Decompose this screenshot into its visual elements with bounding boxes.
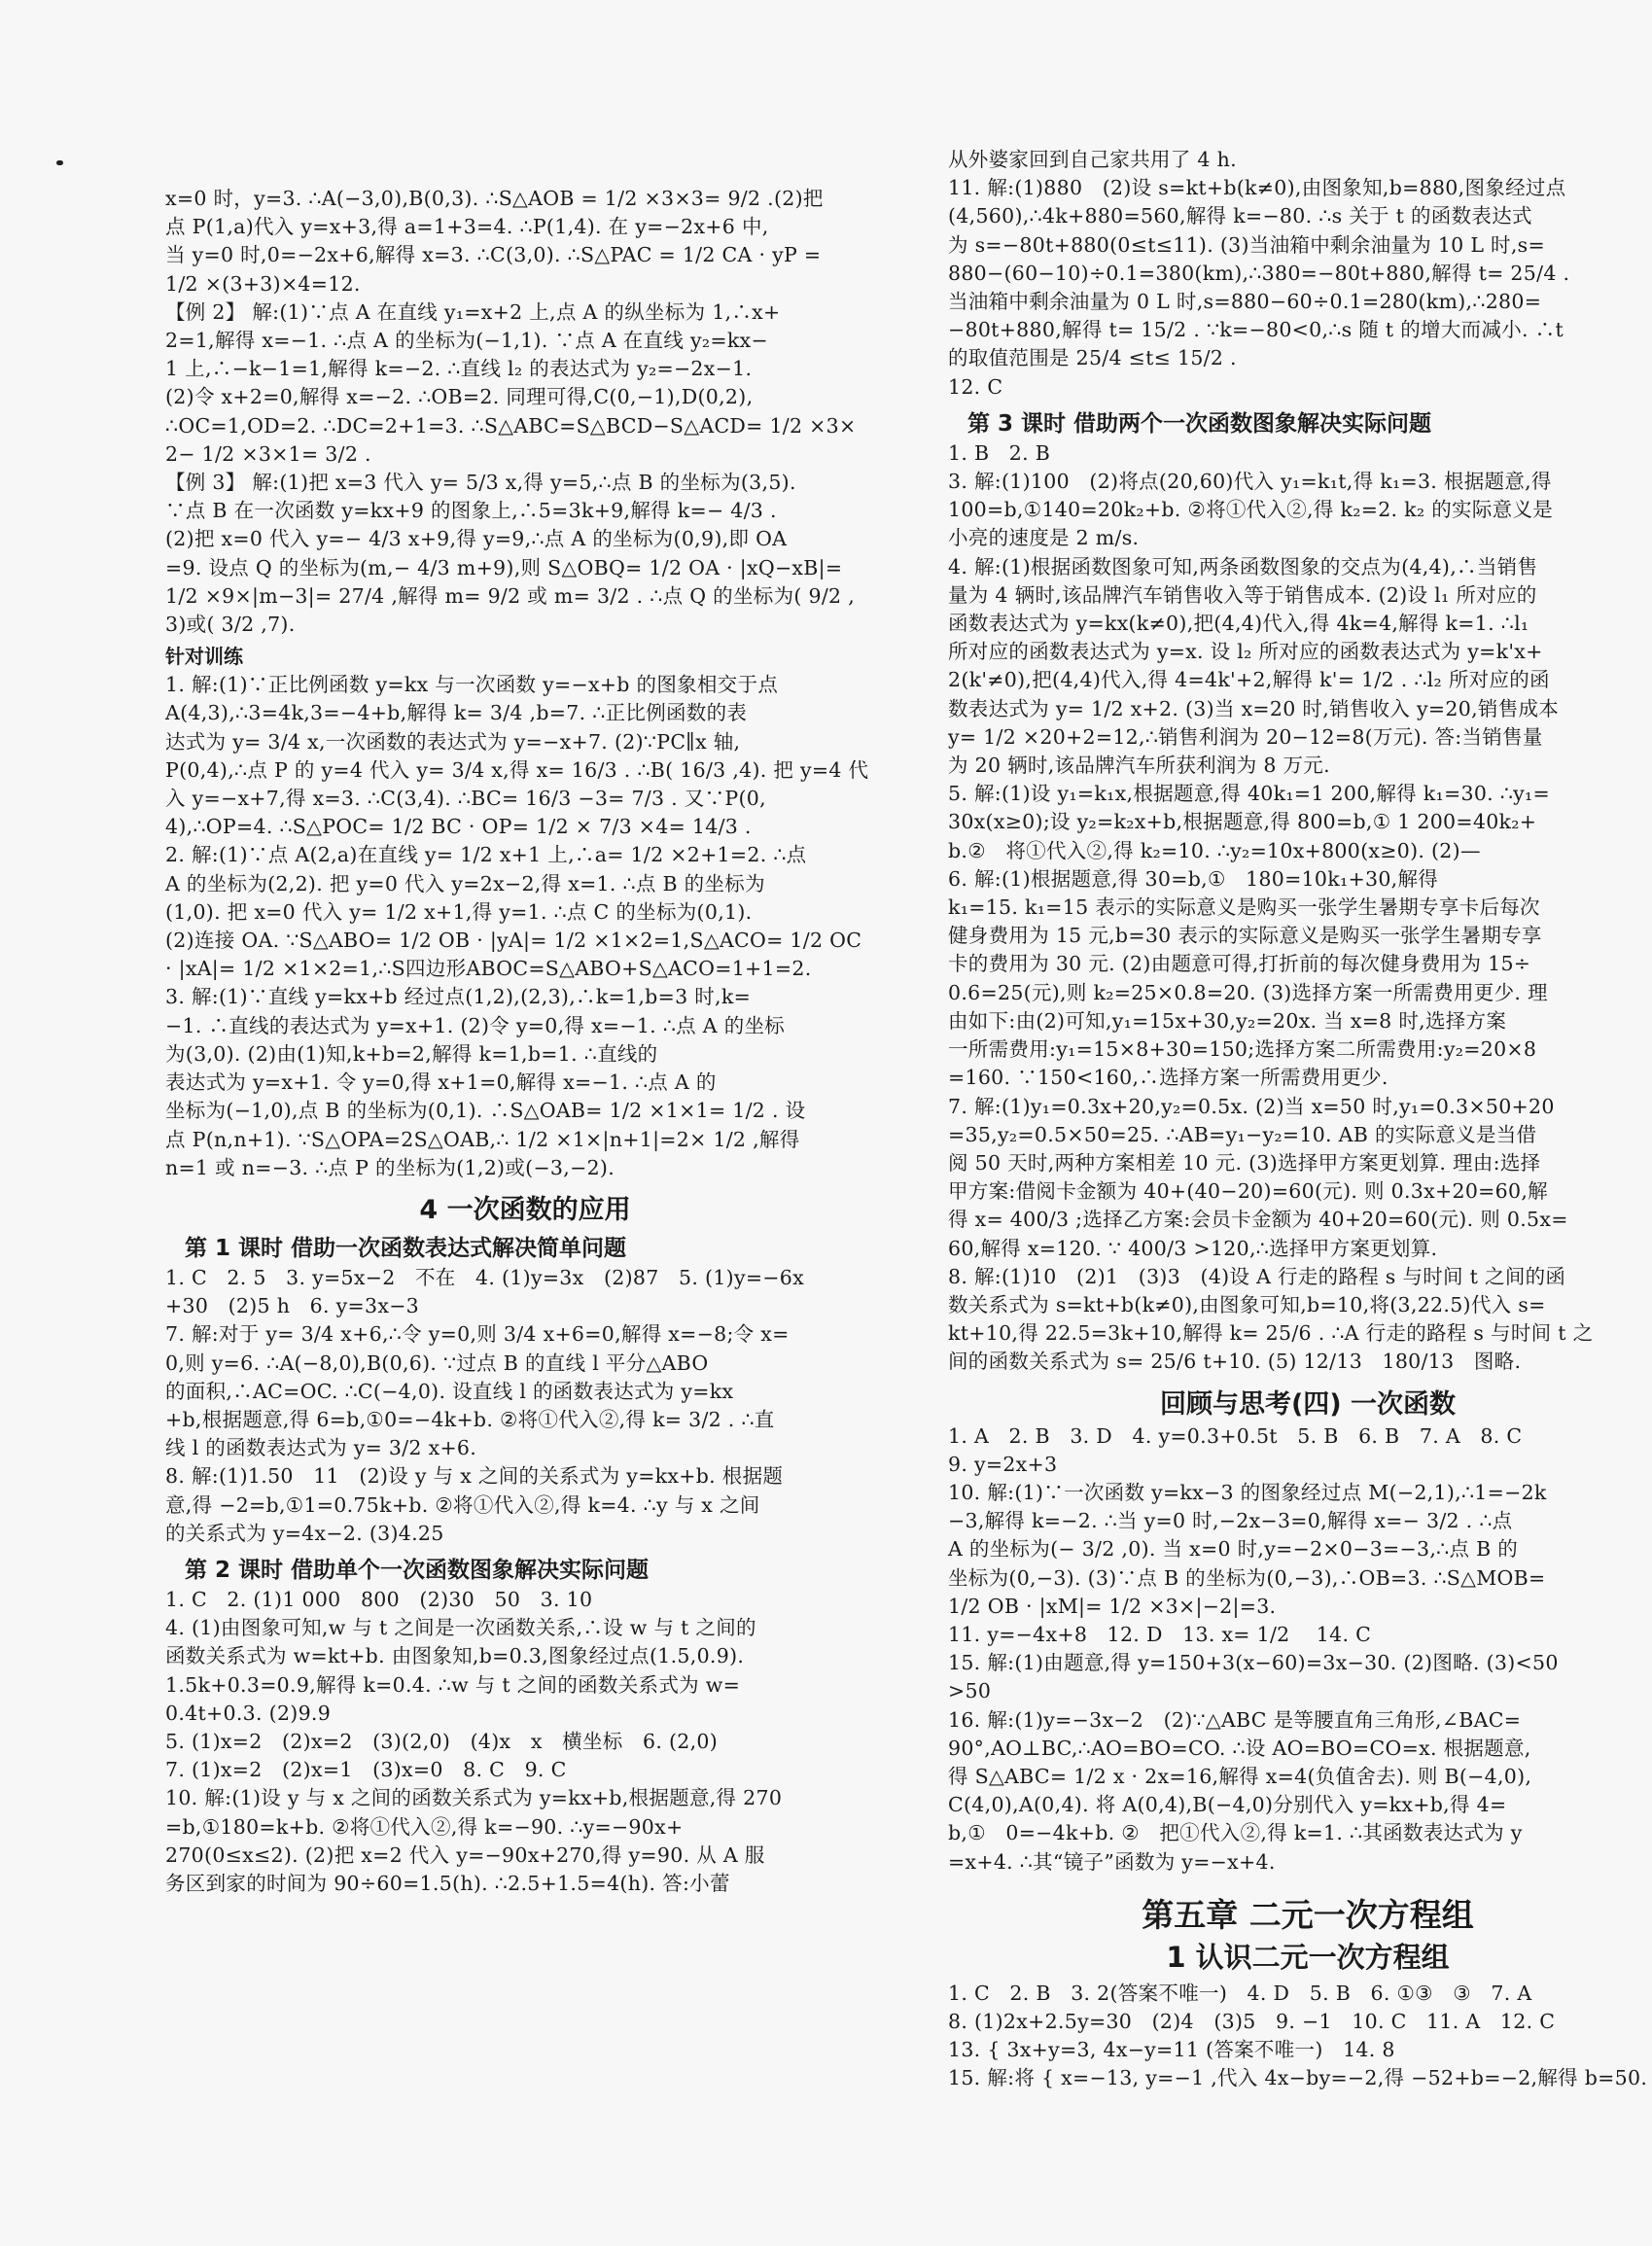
answer-line: A 的坐标为(2,2). 把 y=0 代入 y=2x−2,得 x=1. ∴点 B 的坐标为: [165, 871, 765, 895]
answer-line: 健身费用为 15 元,b=30 表示的实际意义是购买一张学生暑期专享: [948, 924, 1542, 948]
answer-line: 坐标为(−1,0),点 B 的坐标为(0,1). ∴S△OAB= 1/2 ×1×1= 1/2 . 设: [165, 1099, 806, 1123]
subsection-label: 针对训练: [165, 645, 243, 669]
answer-line: 1. C 2. 5 3. y=5x−2 不在 4. (1)y=3x (2)87 5. (1)y=−6x: [165, 1265, 804, 1289]
answer-line: 间的函数关系式为 s= 25/6 t+10. (5) 12/13 180/13 图略.: [948, 1350, 1522, 1374]
answer-line: 数关系式为 s=kt+b(k≠0),由图象可知,b=10,将(3,22.5)代入 s=: [948, 1292, 1546, 1316]
answer-line: 1. 解:(1)∵正比例函数 y=kx 与一次函数 y=−x+b 的图象相交于点: [165, 673, 779, 697]
answer-line: (1,0). 把 x=0 代入 y= 1/2 x+1,得 y=1. ∴点 C 的坐标为(0,1).: [165, 899, 753, 924]
answer-line: 为(3,0). (2)由(1)知,k+b=2,解得 k=1,b=1. ∴直线的: [165, 1041, 658, 1066]
answer-line: 60,解得 x=120. ∵ 400/3 >120,∴选择甲方案更划算.: [948, 1236, 1438, 1260]
answer-line: 3)或( 3/2 ,7).: [165, 613, 296, 637]
answer-line: 9. y=2x+3: [948, 1452, 1058, 1476]
answer-line: 甲方案:借阅卡金额为 40+(40−20)=60(元). 则 0.3x+20=60,解: [948, 1179, 1548, 1204]
answer-line: =160. ∵150<160,∴选择方案一所需费用更少.: [948, 1066, 1388, 1090]
section-heading: 4 一次函数的应用: [419, 1194, 631, 1225]
lesson-heading: 第 2 课时 借助单个一次函数图象解决实际问题: [185, 1557, 650, 1583]
section-title: 1 认识二元一次方程组: [1166, 1940, 1450, 1974]
answer-line: 坐标为(0,−3). (3)∵点 B 的坐标为(0,−3),∴OB=3. ∴S△MOB=: [948, 1565, 1546, 1590]
answer-line: y= 1/2 ×20+2=12,∴销售利润为 20−12=8(万元). 答:当销售量: [948, 724, 1543, 749]
answer-line: −1. ∴直线的表达式为 y=x+1. (2)令 y=0,得 x=−1. ∴点 A 的坐标: [165, 1013, 786, 1037]
answer-line: 7. 解:(1)y₁=0.3x+20,y₂=0.5x. (2)当 x=50 时,y₁=0.3×50+20: [948, 1094, 1555, 1118]
answer-line: 100=b,①140=20k₂+b. ②将①代入②,得 k₂=2. k₂ 的实际意义是: [948, 498, 1554, 522]
answer-line: 2. 解:(1)∵点 A(2,a)在直线 y= 1/2 x+1 上,∴a= 1/2 ×2+1=2. ∴点: [165, 843, 807, 867]
answer-line: 16. 解:(1)y=−3x−2 (2)∵△ABC 是等腰直角三角形,∠BAC=: [948, 1707, 1522, 1732]
answer-line: 5. (1)x=2 (2)x=2 (3)(2,0) (4)x x 横坐标 6. (2,0): [165, 1729, 719, 1753]
answer-line: 的关系式为 y=4x−2. (3)4.25: [165, 1521, 444, 1545]
answer-line: 5. 解:(1)设 y₁=k₁x,根据题意,得 40k₁=1 200,解得 k₁=30. ∴y₁=: [948, 782, 1551, 806]
answer-line: 线 l 的函数表达式为 y= 3/2 x+6.: [165, 1436, 477, 1460]
answer-line: kt+10,得 22.5=3k+10,解得 k= 25/6 . ∴A 行走的路程 s 与时间 t 之: [948, 1321, 1594, 1346]
answer-line: (2)把 x=0 代入 y=− 4/3 x+9,得 y=9,∴点 A 的坐标为(0,9),即 OA: [165, 527, 788, 551]
answer-line: −80t+880,解得 t= 15/2 . ∵k=−80<0,∴s 随 t 的增大而减小. ∴t: [948, 318, 1564, 342]
answer-line: (4,560),∴4k+880=560,解得 k=−80. ∴s 关于 t 的函数表达式: [948, 204, 1532, 228]
lesson-heading: 第 1 课时 借助一次函数表达式解决简单问题: [185, 1235, 627, 1261]
answer-line: 务区到家的时间为 90÷60=1.5(h). ∴2.5+1.5=4(h). 答:小蕾: [165, 1871, 730, 1895]
answer-line: 4),∴OP=4. ∴S△POC= 1/2 BC · OP= 1/2 × 7/3 ×4= 14/3 .: [165, 815, 752, 839]
answer-line: >50: [948, 1679, 992, 1703]
answer-line: 11. 解:(1)880 (2)设 s=kt+b(k≠0),由图象知,b=880,图象经过点: [948, 176, 1566, 200]
answer-line: 2(k'≠0),把(4,4)代入,得 4=4k'+2,解得 k'= 1/2 . ∴l₂ 所对应的函: [948, 668, 1550, 692]
answer-line: 1/2 OB · |xM|= 1/2 ×3×|−2|=3.: [948, 1594, 1277, 1618]
answer-line: 所对应的函数表达式为 y=x. 设 l₂ 所对应的函数表达式为 y=k'x+: [948, 640, 1543, 664]
answer-line: 一所需费用:y₁=15×8+30=150;选择方案二所需费用:y₂=20×8: [948, 1037, 1537, 1062]
answer-line: 10. 解:(1)∵一次函数 y=kx−3 的图象经过点 M(−2,1),∴1=−2k: [948, 1480, 1547, 1504]
answer-line: ∴OC=1,OD=2. ∴DC=2+1=3. ∴S△ABC=S△BCD−S△ACD= 1/2 ×3×: [165, 413, 857, 438]
lesson-heading: 第 3 课时 借助两个一次函数图象解决实际问题: [967, 410, 1432, 437]
answer-line: =x+4. ∴其“镜子”函数为 y=−x+4.: [948, 1849, 1276, 1874]
answer-line: 函数关系式为 w=kt+b. 由图象知,b=0.3,图象经过点(1.5,0.9).: [165, 1644, 745, 1668]
answer-line: x=0 时，y=3. ∴A(−3,0),B(0,3). ∴S△AOB = 1/2 ×3×3= 9/2 .(2)把: [165, 187, 824, 210]
answer-line: 入 y=−x+7,得 x=3. ∴C(3,4). ∴BC= 16/3 −3= 7/3 . 又∵P(0,: [165, 787, 766, 811]
answer-line: n=1 或 n=−3. ∴点 P 的坐标为(1,2)或(−3,−2).: [165, 1155, 615, 1179]
answer-line: =9. 设点 Q 的坐标为(m,− 4/3 m+9),则 S△OBQ= 1/2 OA · |xQ−xB|=: [165, 555, 843, 579]
answer-line: 数表达式为 y= 1/2 x+2. (3)当 x=20 时,销售收入 y=20,销售成本: [948, 696, 1560, 720]
answer-line: 量为 4 辆时,该品牌汽车销售收入等于销售成本. (2)设 l₁ 所对应的: [948, 582, 1537, 607]
answer-line: 阅 50 天时,两种方案相差 10 元. (3)选择甲方案更划算. 理由:选择: [948, 1150, 1541, 1175]
answer-line: 270(0≤x≤2). (2)把 x=2 代入 y=−90x+270,得 y=90. 从 A 服: [165, 1842, 765, 1867]
answer-line: 1.5k+0.3=0.9,解得 k=0.4. ∴w 与 t 之间的函数关系式为 w=: [165, 1672, 741, 1697]
answer-line: 13. { 3x+y=3, 4x−y=11 (答案不唯一) 14. 8: [948, 2038, 1395, 2062]
answer-line: 880−(60−10)÷0.1=380(km),∴380=−80t+880,解得 t= 25/4 .: [948, 261, 1570, 285]
answer-line: +30 (2)5 h 6. y=3x−3: [165, 1294, 420, 1318]
answer-line: 为 s=−80t+880(0≤t≤11). (3)当油箱中剩余油量为 10 L 时,s=: [948, 232, 1545, 257]
answer-line: 3. 解:(1)∵直线 y=kx+b 经过点(1,2),(2,3),∴k=1,b=3 时,k=: [165, 985, 752, 1009]
answer-line: 1. C 2. (1)1 000 800 (2)30 50 3. 10: [165, 1587, 593, 1611]
right-column: [948, 146, 1652, 2093]
answer-line: 0.6=25(元),则 k₂=25×0.8=20. (3)选择方案一所需费用更少. 理: [948, 980, 1548, 1004]
answer-line: 6. 解:(1)根据题意,得 30=b,① 180=10k₁+30,解得: [948, 866, 1439, 891]
answer-line: 小亮的速度是 2 m/s.: [948, 526, 1140, 550]
answer-line: 【例 3】 解:(1)把 x=3 代入 y= 5/3 x,得 y=5,∴点 B 的坐标为(3,5).: [165, 471, 796, 495]
answer-line: 10. 解:(1)设 y 与 x 之间的函数关系式为 y=kx+b,根据题意,得 270: [165, 1786, 783, 1810]
answer-line: 15. 解:将 { x=−13, y=−1 ,代入 4x−by=−2,得 −52+b=−2,解得 b=50.: [948, 2066, 1648, 2090]
answer-line: 90°,AO⊥BC,∴AO=BO=CO. ∴设 AO=BO=CO=x. 根据题意,: [948, 1736, 1531, 1760]
answer-line: 1. B 2. B: [948, 440, 1051, 465]
answer-line: 【例 2】 解:(1)∵点 A 在直线 y₁=x+2 上,点 A 的纵坐标为 1,∴x+: [165, 299, 781, 324]
answer-line: A 的坐标为(− 3/2 ,0). 当 x=0 时,y=−2×0−3=−3,∴点 B 的: [948, 1537, 1519, 1562]
left-column: [165, 185, 885, 1898]
answer-line: 0,则 y=6. ∴A(−8,0),B(0,6). ∵过点 B 的直线 l 平分△ABO: [165, 1351, 709, 1375]
answer-line: 的面积,∴AC=OC. ∴C(−4,0). 设直线 l 的函数表达式为 y=kx: [165, 1379, 734, 1403]
answer-line: 点 P(n,n+1). ∵S△OPA=2S△OAB,∴ 1/2 ×1×|n+1|=2× 1/2 ,解得: [165, 1127, 800, 1151]
answer-line: −3,解得 k=−2. ∴当 y=0 时,−2x−3=0,解得 x=− 3/2 . ∴点: [948, 1509, 1513, 1533]
answer-line: 15. 解:(1)由题意,得 y=150+3(x−60)=3x−30. (2)图略. (3)<50: [948, 1651, 1559, 1675]
answer-line: P(0,4),∴点 P 的 y=4 代入 y= 3/4 x,得 x= 16/3 . ∴B( 16/3 ,4). 把 y=4 代: [165, 757, 869, 782]
answer-line: =b,①180=k+b. ②将①代入②,得 k=−90. ∴y=−90x+: [165, 1814, 684, 1839]
answer-line: 1/2 ×9×|m−3|= 27/4 ,解得 m= 9/2 或 m= 3/2 . ∴点 Q 的坐标为( 9/2 ,: [165, 583, 856, 608]
answer-line: b.② 将①代入②,得 k₂=10. ∴y₂=10x+800(x≥0). (2)—: [948, 838, 1481, 862]
answer-line: =35,y₂=0.5×50=25. ∴AB=y₁−y₂=10. AB 的实际意义是当借: [948, 1122, 1537, 1146]
answer-line: 1. C 2. B 3. 2(答案不唯一) 4. D 5. B 6. ①③ ③ 7. A: [948, 1981, 1532, 2005]
section-heading: 回顾与思考(四) 一次函数: [1159, 1388, 1457, 1420]
answer-line: 7. (1)x=2 (2)x=1 (3)x=0 8. C 9. C: [165, 1758, 567, 1782]
answer-line: 得 S△ABC= 1/2 x · 2x=16,解得 x=4(负值舍去). 则 B(−4,0),: [948, 1764, 1532, 1788]
answer-line: ∵点 B 在一次函数 y=kx+9 的图象上,∴5=3k+9,解得 k=− 4/3 .: [165, 499, 777, 523]
answer-line: 的取值范围是 25/4 ≤t≤ 15/2 .: [948, 346, 1237, 370]
chapter-title: 第五章 二元一次方程组: [1142, 1895, 1474, 1934]
answer-line: 12. C: [948, 374, 1003, 399]
answer-line: 11. y=−4x+8 12. D 13. x= 1/2 14. C: [948, 1622, 1372, 1646]
page-mark: [56, 160, 63, 165]
answer-line: 4. 解:(1)根据函数图象可知,两条函数图象的交点为(4,4),∴当销售: [948, 554, 1538, 579]
answer-line: 意,得 −2=b,①1=0.75k+b. ②将①代入②,得 k=4. ∴y 与 x 之间: [165, 1492, 760, 1517]
answer-line: 当油箱中剩余油量为 0 L 时,s=880−60÷0.1=280(km),∴280=: [948, 290, 1542, 314]
answer-line: 得 x= 400/3 ;选择乙方案:会员卡金额为 40+20=60(元). 则 0.5x=: [948, 1208, 1568, 1232]
answer-line: b,① 0=−4k+b. ② 把①代入②,得 k=1. ∴其函数表达式为 y: [948, 1821, 1523, 1845]
answer-line: 8. 解:(1)10 (2)1 (3)3 (4)设 A 行走的路程 s 与时间 t 之间的函: [948, 1264, 1566, 1288]
answer-line: 1 上,∴−k−1=1,解得 k=−2. ∴直线 l₂ 的表达式为 y₂=−2x−1.: [165, 357, 753, 381]
answer-line: 2− 1/2 ×3×1= 3/2 .: [165, 441, 371, 466]
answer-line: 7. 解:对于 y= 3/4 x+6,∴令 y=0,则 3/4 x+6=0,解得 x=−8;令 x=: [165, 1322, 790, 1347]
answer-line: 点 P(1,a)代入 y=x+3,得 a=1+3=4. ∴P(1,4). 在 y=−2x+6 中,: [165, 215, 769, 239]
answer-line: 达式为 y= 3/4 x,一次函数的表达式为 y=−x+7. (2)∵PC∥x 轴,: [165, 729, 741, 754]
answer-line: 卡的费用为 30 元. (2)由题意可得,打折前的每次健身费用为 15÷: [948, 952, 1531, 976]
answer-line: 8. (1)2x+2.5y=30 (2)4 (3)5 9. −1 10. C 11. A 12. C: [948, 2009, 1556, 2033]
answer-line: (2)令 x+2=0,解得 x=−2. ∴OB=2. 同理可得,C(0,−1),D(0,2),: [165, 385, 754, 409]
answer-line: 3. 解:(1)100 (2)将点(20,60)代入 y₁=k₁t,得 k₁=3. 根据题意,得: [948, 470, 1552, 494]
answer-line: 2=1,解得 x=−1. ∴点 A 的坐标为(−1,1). ∵点 A 在直线 y₂=kx−: [165, 329, 768, 353]
answer-line: 1. A 2. B 3. D 4. y=0.3+0.5t 5. B 6. B 7. A 8. C: [948, 1423, 1523, 1448]
answer-line: +b,根据题意,得 6=b,①0=−4k+b. ②将①代入②,得 k= 3/2 . ∴直: [165, 1407, 775, 1431]
answer-line: 4. (1)由图象可知,w 与 t 之间是一次函数关系,∴设 w 与 t 之间的: [165, 1616, 756, 1640]
answer-line: 0.4t+0.3. (2)9.9: [165, 1701, 332, 1725]
answer-line: A(4,3),∴3=4k,3=−4+b,解得 k= 3/4 ,b=7. ∴正比例函数的表: [165, 701, 748, 725]
answer-line: 1/2 ×(3+3)×4=12.: [165, 271, 361, 296]
answer-line: 30x(x≥0);设 y₂=k₂x+b,根据题意,得 800=b,① 1 200=40k₂+: [948, 810, 1537, 834]
answer-line: · |xA|= 1/2 ×1×2=1,∴S四边形ABOC=S△ABO+S△ACO=1+1=2.: [165, 957, 812, 981]
answer-line: 表达式为 y=x+1. 令 y=0,得 x+1=0,解得 x=−1. ∴点 A 的: [165, 1070, 717, 1095]
answer-line: k₁=15. k₁=15 表示的实际意义是购买一张学生暑期专享卡后每次: [948, 895, 1540, 920]
answer-line: 由如下:由(2)可知,y₁=15x+30,y₂=20x. 当 x=8 时,选择方案: [948, 1008, 1507, 1033]
answer-line: (2)连接 OA. ∵S△ABO= 1/2 OB · |yA|= 1/2 ×1×2=1,S△ACO= 1/2 OC: [165, 929, 862, 953]
answer-line: 当 y=0 时,0=−2x+6,解得 x=3. ∴C(3,0). ∴S△PAC = 1/2 CA · yP =: [165, 243, 822, 267]
answer-line: 为 20 辆时,该品牌汽车所获利润为 8 万元.: [948, 754, 1330, 778]
answer-line: 8. 解:(1)1.50 11 (2)设 y 与 x 之间的关系式为 y=kx+b. 根据题: [165, 1464, 784, 1489]
answer-line: 函数表达式为 y=kx(k≠0),把(4,4)代入,得 4k=4,解得 k=1. ∴l₁: [948, 612, 1529, 636]
answer-line: 从外婆家回到自己家共用了 4 h.: [948, 148, 1237, 171]
answer-line: C(4,0),A(0,4). 将 A(0,4),B(−4,0)分别代入 y=kx+b,得 4=: [948, 1793, 1507, 1817]
